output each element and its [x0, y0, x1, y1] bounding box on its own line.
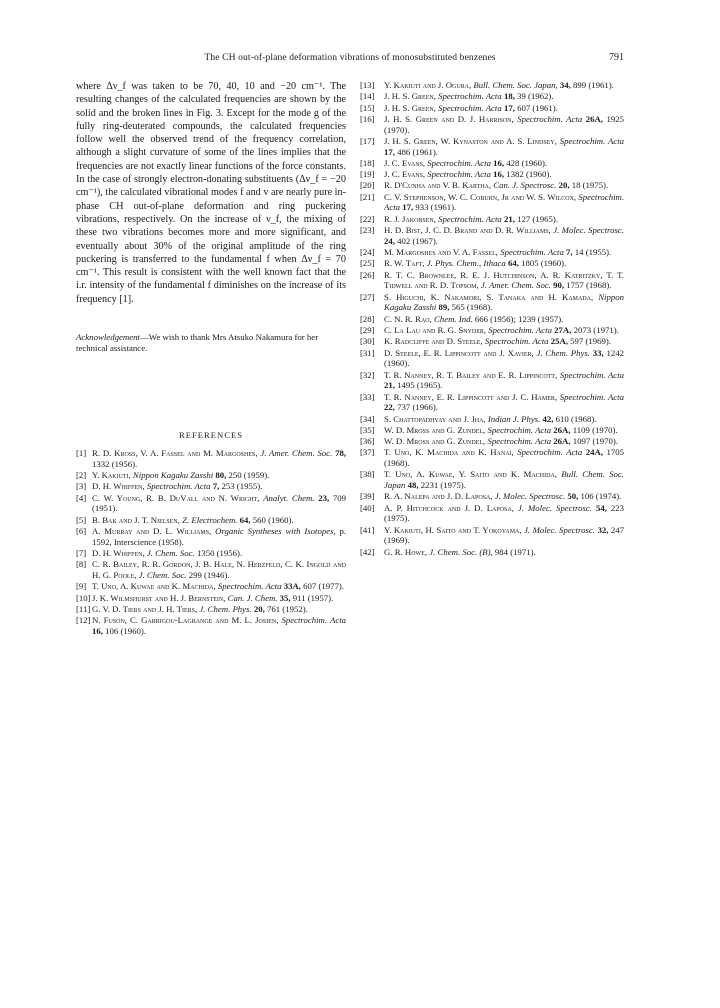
- reference-journal: Spectrochim. Acta: [438, 91, 502, 102]
- reference-authors: T. R. Nanney, E. R. Lippincott and J. C. Hamer,: [384, 391, 558, 402]
- reference-item: [360, 392, 624, 413]
- reference-number: [9]: [76, 581, 87, 592]
- reference-number: [26]: [360, 269, 375, 280]
- reference-authors: S. Chattopadhyay and J. Jha,: [384, 413, 486, 424]
- reference-authors: C. La Lau and R. G. Snyder,: [384, 324, 487, 335]
- reference-number: [4]: [76, 492, 87, 503]
- reference-volume: 26A,: [553, 424, 571, 435]
- reference-volume: 16,: [92, 625, 103, 636]
- reference-details: 402 (1967).: [397, 235, 438, 246]
- reference-number: [42]: [360, 546, 375, 557]
- reference-journal: Spectrochim. Acta: [484, 336, 549, 347]
- reference-number: [27]: [360, 291, 375, 302]
- reference-journal: Spectrochim. Acta: [559, 391, 624, 402]
- reference-details: 737 (1966).: [397, 402, 438, 413]
- reference-item: [360, 447, 624, 468]
- reference-number: [13]: [360, 80, 375, 90]
- reference-authors: T. R. Nanney, R. T. Bailey and E. R. Lippincott,: [384, 369, 558, 380]
- reference-journal: Spectrochim. Acta: [517, 113, 583, 124]
- reference-authors: T. Uno, A. Kuwae and K. Machida,: [92, 581, 216, 592]
- reference-details: 1705 (1968).: [384, 447, 625, 469]
- reference-number: [39]: [360, 491, 375, 502]
- reference-number: [33]: [360, 391, 375, 402]
- reference-authors: D. H. Whiffen,: [92, 481, 145, 492]
- reference-number: [12]: [76, 615, 91, 626]
- reference-number: [16]: [360, 113, 375, 124]
- reference-details: p. 1592, Interscience (1958).: [92, 525, 347, 547]
- reference-journal: Spectrochim. Acta: [217, 581, 282, 592]
- reference-journal: J. Amer. Chem. Soc.: [260, 448, 333, 459]
- reference-details: 1332 (1956).: [92, 458, 138, 469]
- reference-number: [5]: [76, 514, 87, 525]
- body-paragraph: where Δν_f was taken to be 70, 40, 10 and −20 cm⁻¹. The resulting changes of the calculated frequencies are shown by the solid and the broken lines in Fig. 3. Except for the mode g of the fully ring-deuterated compounds, the calculated frequencies follow well the observed trend of the frequency correlation, although a slight curvature of some of the lines implies that the frequencies are not exactly linear functions of the force constants. In the case of strongly electron-donating substituents (Δν_f = −20 cm⁻¹), the calculated vibrational modes f and v are nearly pure in-phase CH out-of-plane deformation and ring puckering vibrations, respectively. On the increase of ν_f, the mixing of these two vibrations becomes more and more significant, and eventually about 30% of the original amplitude of the ring puckering is transferred to the fundamental f when Δν_f = 70 cm⁻¹. This result is consistent with the well known fact that the i.r. intensity of the fundamental f diminishes on the increase of its frequency [1].: [76, 81, 346, 305]
- reference-item: [76, 526, 346, 547]
- reference-authors: G. R. Howe,: [384, 546, 428, 557]
- reference-details: 2073 (1971).: [573, 324, 619, 335]
- reference-volume: 64,: [507, 258, 519, 269]
- reference-authors: A. Murray and D. L. Williams,: [92, 525, 212, 536]
- reference-volume: 48,: [407, 480, 419, 491]
- reference-details: 2231 (1975).: [420, 480, 466, 491]
- reference-details: 565 (1968).: [451, 302, 493, 313]
- reference-number: [22]: [360, 213, 375, 224]
- reference-volume: 90,: [553, 280, 565, 291]
- reference-authors: A. P. Hitchcock and J. D. Laposa,: [384, 502, 514, 513]
- reference-authors: S. Higuchi, K. Nakamori, S. Tanaka and H. Kamada,: [384, 291, 594, 302]
- reference-number: [37]: [360, 447, 375, 458]
- reference-volume: 78,: [335, 448, 347, 459]
- reference-details: 761 (1952).: [266, 603, 308, 614]
- reference-journal: J. Amer. Chem. Soc.: [480, 280, 551, 291]
- reference-volume: 24A,: [585, 447, 604, 458]
- reference-details: 666 (1956); 1239 (1957).: [474, 313, 564, 324]
- reference-details: 607 (1977).: [303, 581, 344, 592]
- reference-volume: 27A,: [554, 324, 572, 335]
- reference-details: 984 (1971).: [494, 546, 536, 557]
- reference-number: [2]: [76, 470, 87, 481]
- reference-authors: J. H. S. Green, W. Kynaston and A. S. Lindsey,: [384, 135, 557, 146]
- reference-details: 39 (1962).: [517, 91, 554, 102]
- reference-number: [31]: [360, 347, 375, 358]
- reference-authors: C. N. R. Rao,: [384, 313, 432, 324]
- reference-authors: C. R. Bailey, R. R. Gordon, J. B. Hale, N. Herzfeld, C. K. Ingold and H. G. Poole,: [92, 559, 346, 580]
- reference-item: [360, 180, 624, 191]
- reference-authors: W. D. Mross and G. Zundel,: [384, 436, 486, 447]
- reference-volume: 26A,: [553, 436, 571, 447]
- reference-authors: N. Fuson, C. Garrigou-Lagrange and M. L. Josien,: [92, 615, 279, 626]
- reference-journal: J. Chem. Phys.: [536, 347, 590, 358]
- reference-number: [25]: [360, 258, 375, 269]
- reference-authors: K. Radcliffe and D. Steele,: [384, 336, 483, 347]
- reference-item: [360, 436, 624, 447]
- reference-volume: 16,: [493, 157, 505, 168]
- reference-number: [14]: [360, 91, 375, 102]
- reference-number: [29]: [360, 324, 375, 335]
- reference-item: [360, 80, 624, 91]
- reference-authors: D. Steele, E. R. Lippincott and J. Xavier,: [384, 347, 534, 358]
- reference-journal: Spectrochim. Acta: [559, 135, 625, 146]
- reference-details: 106 (1974).: [580, 491, 622, 502]
- reference-number: [32]: [360, 369, 375, 380]
- reference-details: 486 (1961).: [397, 146, 438, 157]
- reference-details: 1382 (1960).: [506, 169, 552, 180]
- reference-item: [360, 425, 624, 436]
- reference-journal: J. Molec. Spectrosc.: [517, 502, 592, 513]
- reference-number: [8]: [76, 559, 87, 570]
- reference-volume: 33,: [592, 347, 604, 358]
- reference-journal: Spectrochim. Acta: [146, 481, 211, 492]
- reference-number: [35]: [360, 424, 375, 435]
- reference-authors: M. Margoshes and V. A. Fassel,: [384, 247, 498, 258]
- reference-item: [360, 314, 624, 325]
- reference-details: 253 (1955).: [221, 481, 263, 492]
- reference-item: [360, 525, 624, 546]
- reference-details: 299 (1946).: [188, 569, 230, 580]
- reference-volume: 21,: [503, 213, 515, 224]
- reference-number: [19]: [360, 169, 375, 180]
- reference-volume: 23,: [318, 492, 330, 503]
- reference-journal: Can. J. Chem.: [227, 592, 278, 603]
- reference-journal: Nippon Kagaku Zasshi: [384, 291, 624, 313]
- reference-volume: 20,: [558, 180, 570, 191]
- reference-number: [1]: [76, 448, 87, 459]
- reference-item: [360, 158, 624, 169]
- reference-number: [41]: [360, 524, 375, 535]
- reference-journal: Spectrochim. Acta: [487, 436, 552, 447]
- reference-authors: R. W. Taft,: [384, 258, 425, 269]
- reference-item: [360, 91, 624, 102]
- reference-item: [360, 348, 624, 369]
- running-title: The CH out-of-plane deformation vibrations of monosubstituted benzenes: [204, 52, 496, 63]
- reference-item: [360, 136, 624, 157]
- reference-item: [360, 247, 624, 258]
- reference-item: [76, 448, 346, 469]
- reference-authors: Y. Kakiuti, H. Saito and T. Yokoyama,: [384, 524, 522, 535]
- page-number: 791: [609, 52, 624, 63]
- reference-journal: Spectrochim. Acta: [281, 615, 347, 626]
- reference-journal: J. Molec. Spectrosc.: [524, 524, 595, 535]
- reference-volume: 7,: [566, 247, 573, 258]
- reference-journal: J. Molec. Spectrosc.: [494, 491, 566, 502]
- reference-volume: 26A,: [585, 113, 603, 124]
- reference-item: [76, 559, 346, 580]
- reference-volume: 32,: [597, 524, 609, 535]
- reference-item: [360, 503, 624, 524]
- reference-volume: 24,: [384, 235, 395, 246]
- reference-item: [76, 470, 346, 481]
- reference-volume: 17,: [384, 146, 395, 157]
- reference-item: [76, 481, 346, 492]
- reference-number: [18]: [360, 157, 375, 168]
- reference-item: [76, 548, 346, 559]
- reference-details: 1097 (1970).: [572, 436, 618, 447]
- acknowledgement-text: —We wish to thank Mrs Atsuko Nakamura for her technical assistance.: [76, 332, 319, 354]
- reference-authors: J. H. S. Green,: [384, 91, 436, 102]
- reference-number: [17]: [360, 135, 375, 146]
- reference-number: [6]: [76, 525, 87, 536]
- reference-journal: J. Molec. Spectrosc.: [553, 225, 624, 236]
- reference-item: [360, 292, 624, 313]
- reference-journal: J. Chem. Soc.: [138, 569, 187, 580]
- reference-number: [7]: [76, 547, 87, 558]
- reference-details: 106 (1960).: [105, 625, 146, 636]
- reference-number: [40]: [360, 502, 375, 513]
- reference-number: [30]: [360, 336, 375, 347]
- reference-item: [76, 604, 346, 615]
- reference-details: 127 (1965).: [517, 213, 558, 224]
- reference-volume: 35,: [279, 592, 291, 603]
- reference-item: [360, 225, 624, 246]
- reference-item: [76, 615, 346, 636]
- reference-details: 911 (1957).: [292, 592, 334, 603]
- reference-volume: 17,: [503, 102, 515, 113]
- reference-authors: Y. Kakiuti and J. Ogura,: [384, 80, 472, 90]
- reference-authors: G. V. D. Tiers and J. H. Tiers,: [92, 603, 198, 614]
- references-list-right: [360, 80, 624, 557]
- reference-item: [360, 103, 624, 114]
- acknowledgement: [76, 332, 346, 354]
- reference-details: 1350 (1956).: [196, 547, 243, 558]
- reference-volume: 34,: [559, 80, 571, 90]
- reference-volume: 16,: [493, 169, 505, 180]
- reference-journal: Spectrochim. Acta: [488, 324, 552, 335]
- reference-journal: J. Phys. Chem., Ithaca: [426, 258, 506, 269]
- reference-volume: 18,: [503, 91, 515, 102]
- reference-details: 610 (1968).: [555, 413, 597, 424]
- reference-details: 899 (1961).: [573, 80, 614, 90]
- reference-item: [76, 515, 346, 526]
- reference-details: 223 (1975).: [384, 502, 625, 524]
- reference-number: [24]: [360, 247, 375, 258]
- reference-volume: 17,: [402, 202, 414, 213]
- reference-details: 14 (1955).: [574, 247, 612, 258]
- reference-journal: Spectrochim. Acta: [384, 191, 625, 213]
- reference-journal: Can. J. Spectrosc.: [493, 180, 557, 191]
- reference-journal: Spectrochim. Acta: [500, 247, 564, 258]
- reference-journal: Spectrochim. Acta: [487, 424, 552, 435]
- reference-details: 709 (1951).: [92, 492, 347, 514]
- reference-details: 1242 (1960).: [384, 347, 624, 369]
- reference-number: [3]: [76, 481, 87, 492]
- reference-number: [38]: [360, 469, 375, 480]
- reference-volume: 7,: [212, 481, 220, 492]
- reference-journal: Chem. Ind.: [434, 313, 473, 324]
- reference-volume: 21,: [384, 380, 395, 391]
- references-heading: REFERENCES: [179, 430, 243, 441]
- reference-item: [360, 258, 624, 269]
- reference-authors: J. H. S. Green and D. J. Harrison,: [384, 113, 514, 124]
- reference-item: [360, 270, 624, 291]
- reference-details: 1925 (1970).: [384, 113, 624, 135]
- reference-authors: J. K. Wilmshurst and H. J. Bernstein,: [92, 592, 226, 603]
- reference-number: [21]: [360, 191, 375, 202]
- reference-authors: R. A. Nalepa and J. D. Laposa,: [384, 491, 493, 502]
- reference-volume: 54,: [595, 502, 607, 513]
- reference-journal: Spectrochim. Acta: [559, 369, 624, 380]
- reference-volume: 33A,: [283, 581, 301, 592]
- reference-number: [20]: [360, 180, 375, 191]
- reference-number: [10]: [76, 592, 91, 603]
- reference-authors: R. T. C. Brownlee, R. E. J. Hutchinson, A. R. Katritzky, T. T. Tidwell and R. D. Topsom,: [384, 269, 624, 291]
- reference-journal: Spectrochim. Acta: [517, 447, 583, 458]
- reference-journal: Indian J. Phys.: [487, 413, 541, 424]
- reference-journal: Bull. Chem. Soc. Japan,: [473, 80, 558, 90]
- reference-journal: Spectrochim. Acta: [438, 213, 502, 224]
- reference-item: [360, 414, 624, 425]
- reference-item: [360, 370, 624, 391]
- left-column: [76, 80, 346, 637]
- reference-volume: 22,: [384, 402, 395, 413]
- reference-item: [360, 547, 624, 558]
- reference-authors: R. D'Cunha and V. B. Kartha,: [384, 180, 492, 191]
- reference-volume: 89,: [438, 302, 450, 313]
- reference-item: [360, 336, 624, 347]
- reference-authors: Y. Kakiuti,: [92, 470, 131, 481]
- reference-journal: J. Chem. Phys.: [199, 603, 252, 614]
- running-header: [76, 52, 624, 66]
- reference-journal: J. Chem. Soc.: [146, 547, 195, 558]
- reference-authors: J. C. Evans,: [384, 169, 426, 180]
- reference-volume: 20,: [253, 603, 265, 614]
- reference-item: [360, 114, 624, 135]
- reference-journal: Spectrochim. Acta: [427, 157, 491, 168]
- reference-details: 250 (1959).: [228, 470, 270, 481]
- reference-journal: J. Chem. Soc. (B),: [429, 546, 493, 557]
- references-list-left: [76, 448, 346, 636]
- reference-volume: 42,: [542, 413, 554, 424]
- reference-details: 1109 (1970).: [572, 424, 618, 435]
- reference-details: 560 (1960).: [252, 514, 294, 525]
- reference-item: [360, 169, 624, 180]
- reference-number: [34]: [360, 413, 375, 424]
- reference-details: 1757 (1968).: [566, 280, 612, 291]
- reference-details: 428 (1960).: [506, 157, 548, 168]
- reference-authors: J. H. S. Green,: [384, 102, 436, 113]
- reference-volume: 64,: [239, 514, 251, 525]
- reference-number: [28]: [360, 313, 375, 324]
- reference-item: [360, 469, 624, 490]
- reference-authors: T. Uno, K. Machida and K. Hanai,: [384, 447, 514, 458]
- reference-volume: 80,: [215, 470, 227, 481]
- reference-number: [11]: [76, 603, 91, 614]
- reference-details: 597 (1969).: [570, 336, 611, 347]
- reference-details: 18 (1975).: [571, 180, 609, 191]
- reference-number: [15]: [360, 102, 375, 113]
- reference-number: [23]: [360, 225, 375, 236]
- reference-journal: Organic Syntheses with Isotopes,: [215, 525, 336, 536]
- reference-item: [360, 491, 624, 502]
- reference-number: [36]: [360, 436, 375, 447]
- reference-journal: Spectrochim. Acta: [438, 102, 502, 113]
- reference-item: [360, 325, 624, 336]
- reference-authors: H. D. Bist, J. C. D. Brand and D. R. Williams,: [384, 225, 551, 236]
- reference-item: [360, 214, 624, 225]
- reference-authors: R. D. Kross, V. A. Fassel and M. Margoshes,: [92, 448, 258, 459]
- acknowledgement-label: Acknowledgement: [76, 332, 140, 343]
- reference-item: [76, 593, 346, 604]
- reference-journal: Analyt. Chem.: [263, 492, 315, 503]
- reference-authors: C. W. Young, R. B. DuVall and N. Wright,: [92, 492, 260, 503]
- reference-volume: 50,: [567, 491, 579, 502]
- reference-details: 247 (1969).: [384, 524, 625, 546]
- reference-authors: C. V. Stephenson, W. C. Coburn, Jr and W. S. Wilcox,: [384, 191, 577, 202]
- reference-authors: D. H. Whiffen,: [92, 547, 145, 558]
- reference-item: [76, 493, 346, 514]
- reference-journal: Z. Electrochem.: [182, 514, 238, 525]
- reference-details: 607 (1961).: [517, 102, 558, 113]
- reference-volume: 25A,: [550, 336, 568, 347]
- reference-journal: Spectrochim. Acta: [427, 169, 491, 180]
- reference-authors: R. J. Jakobsen,: [384, 213, 436, 224]
- reference-details: 1495 (1965).: [397, 380, 443, 391]
- reference-journal: Nippon Kagaku Zasshi: [132, 470, 214, 481]
- reference-authors: J. C. Evans,: [384, 157, 426, 168]
- reference-item: [360, 192, 624, 213]
- reference-item: [76, 581, 346, 592]
- right-column: [360, 80, 624, 558]
- reference-authors: W. D. Mross and G. Zundel,: [384, 424, 486, 435]
- reference-journal: Bull. Chem. Soc. Japan: [384, 469, 624, 491]
- reference-details: 933 (1961).: [415, 202, 457, 213]
- reference-authors: T. Uno, A. Kuwae, Y. Saito and K. Machida,: [384, 469, 557, 480]
- reference-authors: B. Bak and J. T. Nielsen,: [92, 514, 180, 525]
- reference-details: 1805 (1960).: [521, 258, 567, 269]
